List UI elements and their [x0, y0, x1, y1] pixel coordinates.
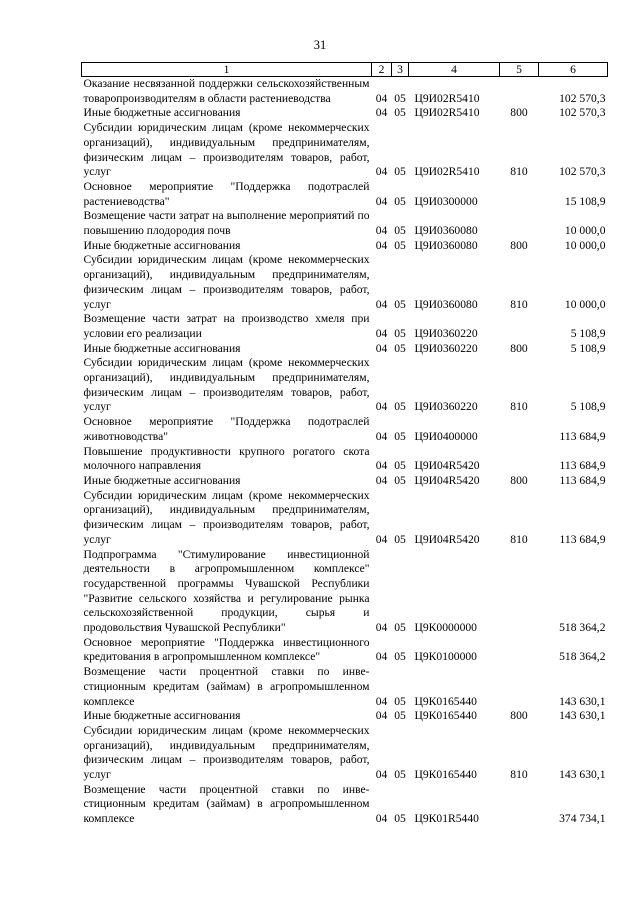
- line-item-name: Иные бюджетные ассигнования: [83, 473, 241, 487]
- subsection-code: 05: [394, 224, 406, 238]
- section-code: 04: [375, 341, 388, 355]
- target-article-code: Ц9И0360220: [414, 341, 478, 355]
- line-item-name: Возмещение части затрат на выполнение мероприятий по повышению плодородия почв: [83, 209, 370, 238]
- line-item-name: Субсидии юридическим лицам (кроме некоммерческих организаций), индивидуальным предпринимателям, физическим лицам – производителям товаров, работ, услуг: [83, 723, 370, 782]
- table-row: [82, 239, 608, 254]
- expense-type-code: 800: [510, 709, 528, 723]
- line-item-name: Подпрограмма "Стимулирование инвестиционной деятельности в агропромышленном комплексе" государственной программы Чувашской Республики "Развитие сельского хозяйства и регулирование рынка сельскохозяйственной продукции, сырья и продовольствия Чувашской Республики": [83, 547, 370, 635]
- section-code: 04: [375, 621, 388, 635]
- table-row: [82, 312, 608, 341]
- expense-type-code: 810: [510, 400, 528, 414]
- section-code: 04: [375, 459, 388, 473]
- amount: 102 570,3: [559, 106, 606, 120]
- column-header: 6: [539, 63, 608, 77]
- budget-table: [81, 62, 608, 827]
- target-article-code: Ц9И04R5420: [414, 459, 480, 473]
- expense-type-code: 810: [510, 768, 528, 782]
- expense-type-code: [500, 783, 539, 827]
- subsection-code: 05: [394, 297, 406, 311]
- section-code: 04: [375, 709, 388, 723]
- column-header: 5: [500, 63, 539, 77]
- table-row: [82, 783, 608, 827]
- amount: 374 734,1: [559, 812, 606, 826]
- table-row: [82, 180, 608, 209]
- target-article-code: Ц9И02R5410: [414, 91, 480, 105]
- section-code: 04: [375, 768, 388, 782]
- section-code: 04: [375, 297, 388, 311]
- subsection-code: 05: [394, 621, 406, 635]
- section-code: 04: [375, 326, 388, 340]
- subsection-code: 05: [394, 694, 406, 708]
- amount: 10 000,0: [564, 238, 606, 252]
- target-article-code: Ц9К01R5440: [414, 812, 479, 826]
- amount: 102 570,3: [559, 165, 606, 179]
- target-article-code: Ц9К0000000: [414, 621, 477, 635]
- target-article-code: Ц9И0360080: [414, 238, 478, 252]
- section-code: 04: [375, 429, 388, 443]
- line-item-name: Субсидии юридическим лицам (кроме некоммерческих организаций), индивидуальным предпринимателям, физическим лицам – производителям товаров, работ, услуг: [83, 488, 370, 546]
- column-header: 2: [372, 63, 392, 77]
- expense-type-code: [500, 312, 539, 341]
- section-code: 04: [375, 238, 388, 252]
- target-article-code: Ц9И0360080: [414, 297, 478, 311]
- line-item-name: Основное мероприятие "Поддержка подотраслей растениеводства": [83, 179, 370, 208]
- subsection-code: 05: [394, 194, 406, 208]
- section-code: 04: [375, 532, 388, 546]
- expense-type-code: 810: [510, 297, 528, 311]
- table-row: [82, 209, 608, 238]
- table-row: [82, 342, 608, 357]
- line-item-name: Субсидии юридическим лицам (кроме некоммерческих организаций), индивидуальным предпринимателям, физическим лицам – производителям товаров, работ, услуг: [83, 121, 370, 179]
- column-header: 3: [392, 63, 409, 77]
- expense-type-code: 800: [510, 473, 528, 487]
- column-header: 4: [409, 63, 500, 77]
- subsection-code: 05: [394, 238, 406, 252]
- section-code: 04: [375, 224, 388, 238]
- expense-type-code: [500, 180, 539, 209]
- subsection-code: 05: [394, 473, 406, 487]
- subsection-code: 05: [394, 400, 406, 414]
- table-row: [82, 665, 608, 709]
- target-article-code: Ц9И0360220: [414, 326, 478, 340]
- expense-type-code: 810: [510, 532, 528, 546]
- amount: 143 630,1: [559, 709, 606, 723]
- section-code: 04: [375, 91, 388, 105]
- line-item-name: Иные бюджетные ассигнования: [83, 709, 241, 723]
- subsection-code: 05: [394, 429, 406, 443]
- section-code: 04: [375, 165, 388, 179]
- subsection-code: 05: [394, 768, 406, 782]
- expense-type-code: 800: [510, 341, 528, 355]
- table-row: [82, 636, 608, 665]
- subsection-code: 05: [394, 341, 406, 355]
- section-code: 04: [375, 106, 388, 120]
- line-item-name: Возмещение части затрат на производство хмеля при условии его реализации: [83, 312, 370, 340]
- line-item-name: Оказание несвязанной поддержки сельскохозяйственным товаропроизводителям в области растениеводства: [83, 77, 370, 105]
- target-article-code: Ц9И04R5420: [414, 532, 480, 546]
- amount: 113 684,9: [559, 429, 606, 443]
- subsection-code: 05: [394, 91, 406, 105]
- amount: 518 364,2: [559, 621, 606, 635]
- amount: 518 364,2: [559, 650, 606, 664]
- expense-type-code: [500, 548, 539, 636]
- table-row: [82, 253, 608, 312]
- table-row: [82, 106, 608, 121]
- subsection-code: 05: [394, 812, 406, 826]
- table-row: [82, 445, 608, 474]
- line-item-name: Иные бюджетные ассигнования: [83, 341, 241, 355]
- expense-type-code: 800: [510, 238, 528, 252]
- expense-type-code: [500, 77, 539, 107]
- amount: 5 108,9: [570, 400, 606, 414]
- target-article-code: Ц9И0360080: [414, 224, 478, 238]
- table-row: [82, 548, 608, 636]
- target-article-code: Ц9К0165440: [414, 694, 477, 708]
- line-item-name: Субсидии юридическим лицам (кроме некоммерческих организаций), индивидуальным предпринимателям, физическим лицам – производителям товаров, работ, услуг: [83, 356, 370, 414]
- subsection-code: 05: [394, 106, 406, 120]
- amount: 102 570,3: [559, 91, 606, 105]
- target-article-code: Ц9И02R5410: [414, 106, 480, 120]
- line-item-name: Иные бюджетные ассигнования: [83, 238, 241, 252]
- target-article-code: Ц9К0165440: [414, 768, 477, 782]
- subsection-code: 05: [394, 459, 406, 473]
- amount: 10 000,0: [564, 297, 606, 311]
- amount: 143 630,1: [559, 694, 606, 708]
- subsection-code: 05: [394, 326, 406, 340]
- line-item-name: Возмещение части процентной ставки по инвестиционным кредитам (займам) в агропромышленном комплексе: [83, 782, 370, 826]
- target-article-code: Ц9И0300000: [414, 194, 478, 208]
- amount: 113 684,9: [559, 459, 606, 473]
- expense-type-code: [500, 665, 539, 709]
- table-row: [82, 724, 608, 783]
- line-item-name: Субсидии юридическим лицам (кроме некоммерческих организаций), индивидуальным предпринимателям, физическим лицам – производителям товаров, работ, услуг: [83, 253, 370, 311]
- page-number: 31: [313, 38, 327, 52]
- expense-type-code: [500, 445, 539, 474]
- amount: 5 108,9: [570, 326, 606, 340]
- subsection-code: 05: [394, 532, 406, 546]
- subsection-code: 05: [394, 650, 406, 664]
- expense-type-code: [500, 415, 539, 444]
- target-article-code: Ц9И02R5410: [414, 165, 480, 179]
- table-row: [82, 356, 608, 415]
- target-article-code: Ц9И0360220: [414, 400, 478, 414]
- amount: 143 630,1: [559, 768, 606, 782]
- line-item-name: Возмещение части процентной ставки по инвестиционным кредитам (займам) в агропромышленном комплексе: [83, 665, 370, 708]
- table-row: [82, 474, 608, 489]
- table-row: [82, 489, 608, 548]
- target-article-code: Ц9И04R5420: [414, 473, 480, 487]
- section-code: 04: [375, 400, 388, 414]
- section-code: 04: [375, 650, 388, 664]
- line-item-name: Повышение продуктивности крупного рогатого скота молочного направления: [83, 444, 370, 473]
- expense-type-code: [500, 636, 539, 665]
- line-item-name: Основное мероприятие "Поддержка инвестиционного кредитования в агропромышленном комплексе": [83, 635, 370, 664]
- amount: 113 684,9: [559, 473, 606, 487]
- expense-type-code: [500, 209, 539, 238]
- table-header-row: [82, 63, 608, 77]
- amount: 5 108,9: [570, 341, 606, 355]
- subsection-code: 05: [394, 165, 406, 179]
- section-code: 04: [375, 694, 388, 708]
- amount: 113 684,9: [559, 532, 606, 546]
- expense-type-code: 810: [510, 165, 528, 179]
- section-code: 04: [375, 812, 388, 826]
- amount: 10 000,0: [564, 224, 606, 238]
- column-header: 1: [82, 63, 372, 77]
- expense-type-code: 800: [510, 106, 528, 120]
- table-row: [82, 121, 608, 180]
- table-row: [82, 415, 608, 444]
- target-article-code: Ц9И0400000: [414, 429, 478, 443]
- table-row: [82, 77, 608, 107]
- amount: 15 108,9: [564, 194, 606, 208]
- line-item-name: Основное мероприятие "Поддержка подотраслей животноводства": [83, 415, 370, 443]
- subsection-code: 05: [394, 709, 406, 723]
- section-code: 04: [375, 473, 388, 487]
- table-row: [82, 709, 608, 724]
- section-code: 04: [375, 194, 388, 208]
- target-article-code: Ц9К0165440: [414, 709, 477, 723]
- line-item-name: Иные бюджетные ассигнования: [83, 106, 241, 120]
- target-article-code: Ц9К0100000: [414, 650, 477, 664]
